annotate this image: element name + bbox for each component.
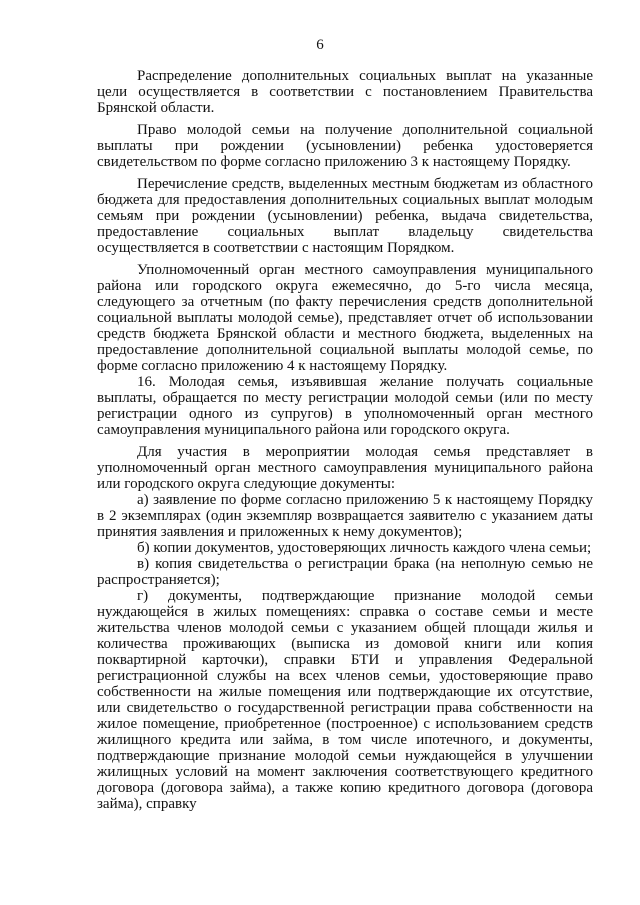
list-item: в) копия свидетельства о регистрации брака (на неполную семью не распространяется);	[97, 556, 593, 588]
paragraph: Для участия в мероприятии молодая семья представляет в уполномоченный орган местного самоуправления муниципального района или городского округа следующие документы:	[97, 444, 593, 492]
paragraph: Уполномоченный орган местного самоуправления муниципального района или городского округа ежемесячно, до 5-го числа месяца, следующего за отчетным (по факту перечисления средств дополнительной социальной выплаты молодой семье), представляет отчет об использовании средств бюджета Брянской области и местного бюджета, выделенных на предоставление дополнительной социальной выплаты молодой семье, по форме согласно приложению 4 к настоящему Порядку.	[97, 262, 593, 374]
page-number: 6	[316, 37, 324, 53]
list-item: б) копии документов, удостоверяющих личность каждого члена семьи;	[137, 540, 592, 556]
list-item: г) документы, подтверждающие признание молодой семьи нуждающейся в жилых помещениях: справка о составе семьи и месте жительства членов молодой семьи с указанием общей площади жилья и количества проживающих (выписка из домовой книги или копия поквартирной карточки), справки БТИ и управления Федеральной регистрационной службы на всех членов семьи, удостоверяющие право собственности на жилые помещения или подтверждающие их отсутствие, или свидетельство о государственной регистрации права собственности на жилое помещение, приобретенное (построенное) с использованием средств жилищного кредита или займа, в том числе ипотечного, и документы, подтверждающие признание молодой семьи нуждающейся в улучшении жилищных условий на момент заключения соответствующего кредитного договора (договора займа), а также копию кредитного договора (договора займа), справку	[97, 588, 593, 812]
document-body	[97, 68, 593, 812]
paragraph: Перечисление средств, выделенных местным бюджетам из областного бюджета для предоставления дополнительных социальных выплат молодым семьям при рождении (усыновлении) ребенка, выдача свидетельства, предоставление социальных выплат владельцу свидетельства осуществляется в соответствии с настоящим Порядком.	[97, 176, 593, 256]
paragraph: Распределение дополнительных социальных выплат на указанные цели осуществляется в соответствии с постановлением Правительства Брянской области.	[97, 68, 593, 116]
paragraph: 16. Молодая семья, изъявившая желание получать социальные выплаты, обращается по месту регистрации молодой семьи (или по месту регистрации одного из супругов) в уполномоченный орган местного самоуправления муниципального района или городского округа.	[97, 374, 593, 438]
list-item: а) заявление по форме согласно приложению 5 к настоящему Порядку в 2 экземплярах (один экземпляр возвращается заявителю с указанием даты принятия заявления и приложенных к нему документов);	[97, 492, 593, 540]
paragraph: Право молодой семьи на получение дополнительной социальной выплаты при рождении (усыновлении) ребенка удостоверяется свидетельством по форме согласно приложению 3 к настоящему Порядку.	[97, 122, 593, 170]
